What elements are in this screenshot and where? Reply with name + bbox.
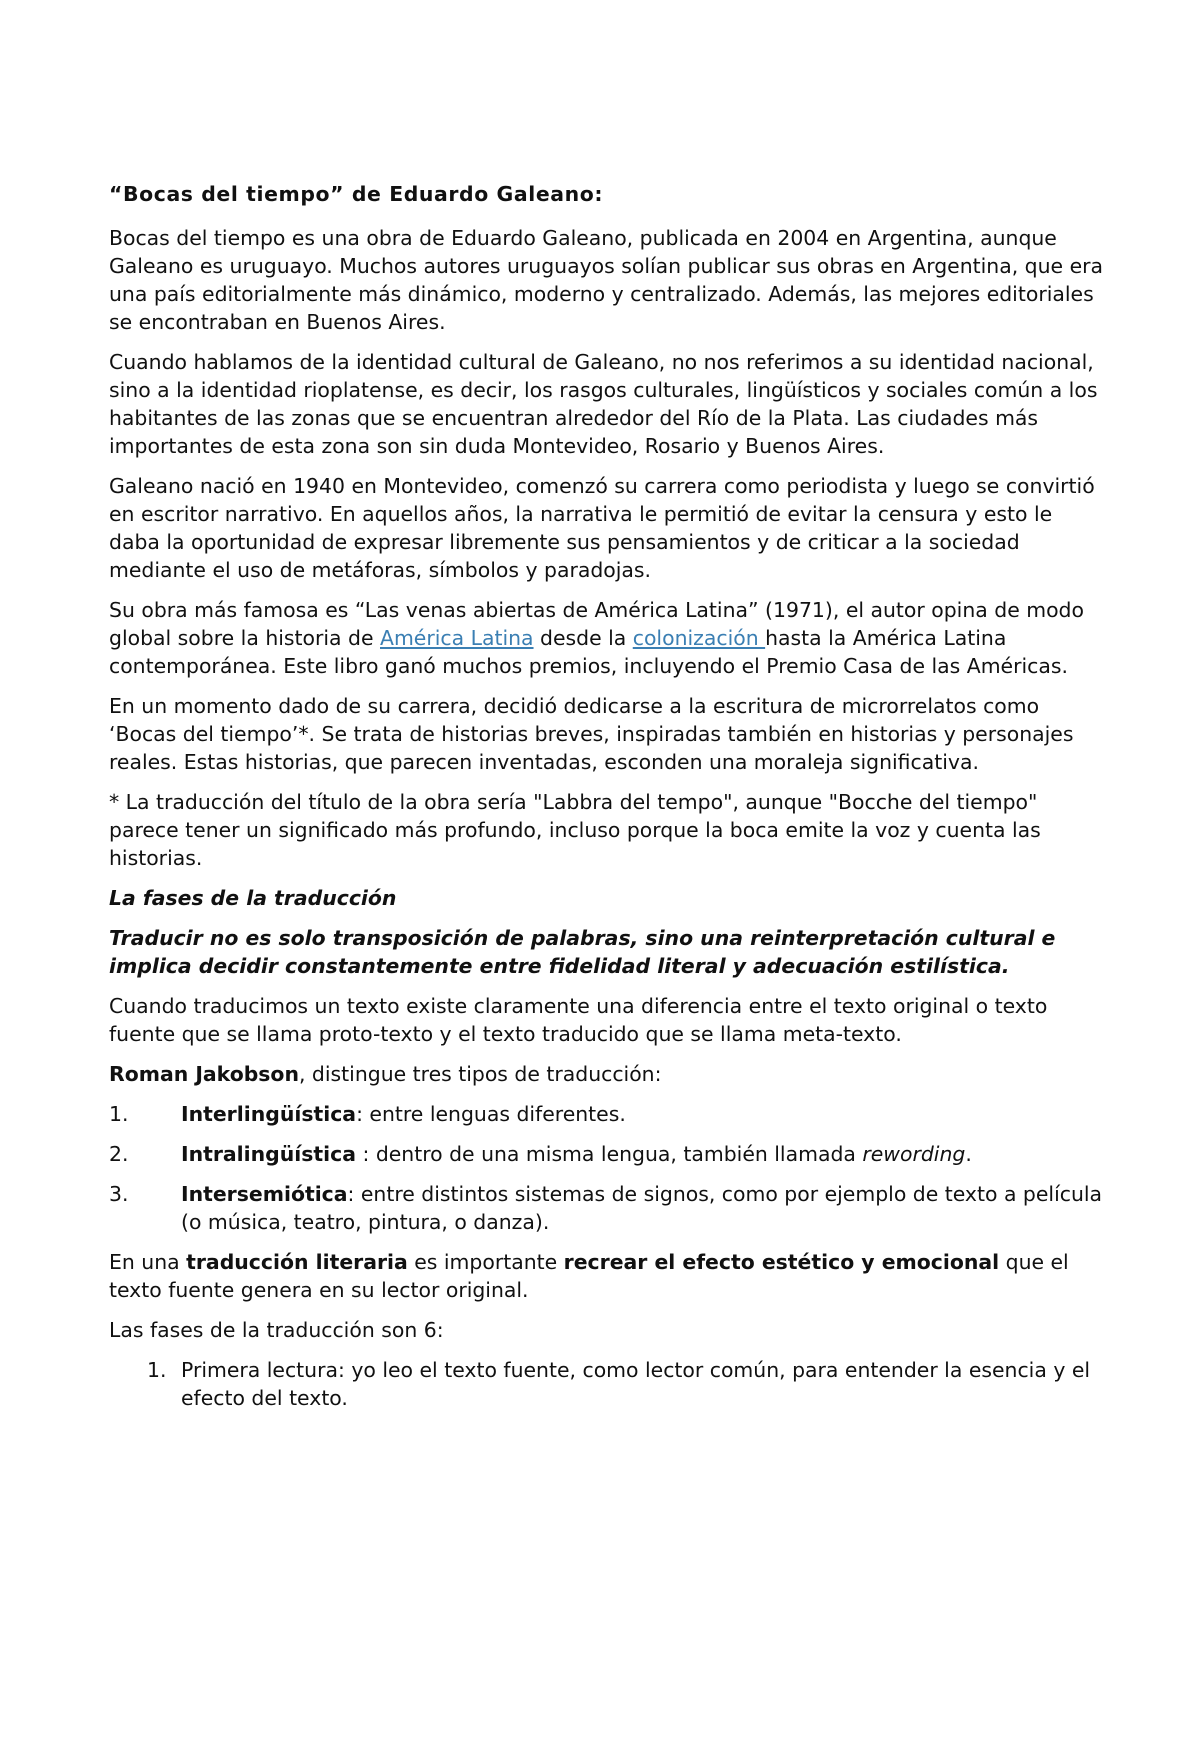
list-text <box>181 1140 1109 1168</box>
phase-item <box>147 1356 1109 1412</box>
type-description: : dentro de una misma lengua, también llamada <box>355 1142 863 1166</box>
famous-work-text-c: hasta la América Latina contemporánea. Este libro ganó muchos premios, incluyendo el Premio Casa de las Américas. <box>109 626 1068 678</box>
list-text <box>181 1100 1109 1128</box>
literary-bold-2: recrear el efecto estético y emocional <box>563 1250 1000 1274</box>
paragraph-famous-work <box>109 596 1109 680</box>
phase-text: Primera lectura: yo leo el texto fuente, como lector común, para entender la esencia y el efecto del texto. <box>181 1358 1091 1410</box>
paragraph-jakobson <box>109 1060 1109 1088</box>
jakobson-text: , distingue tres tipos de traducción: <box>298 1062 662 1086</box>
paragraph-phases-intro: Las fases de la traducción son 6: <box>109 1318 444 1342</box>
quote-statement: Traducir no es solo transposición de palabras, sino una reinterpretación cultural e implica decidir constantemente entre fidelidad literal y adecuación estilística. <box>109 926 1056 978</box>
list-number: 3. <box>109 1182 129 1206</box>
list-number: 1. <box>147 1358 167 1382</box>
translation-types-list <box>109 1100 1109 1236</box>
jakobson-name: Roman Jakobson <box>109 1062 299 1086</box>
link-colonizacion[interactable]: colonización <box>632 626 766 650</box>
type-italic-term: rewording <box>862 1142 966 1166</box>
translation-type-item <box>109 1100 1109 1128</box>
literary-text-a: En una <box>109 1250 187 1274</box>
type-description: : entre distintos sistemas de signos, como por ejemplo de texto a película (o música, teatro, pintura, o danza). <box>181 1182 1103 1234</box>
type-term: Intersemiótica <box>181 1182 348 1206</box>
literary-text-c: que el texto fuente genera en su lector original. <box>109 1250 1069 1302</box>
paragraph-microrrelatos: En un momento dado de su carrera, decidió dedicarse a la escritura de microrrelatos como ‘Bocas del tiempo’*. Se trata de historias breves, inspiradas también en historias y personajes reales. Estas historias, que parecen inventadas, esconden una moraleja significativa. <box>109 694 1074 774</box>
paragraph-biography: Galeano nació en 1940 en Montevideo, comenzó su carrera como periodista y luego se convirtió en escritor narrativo. En aquellos años, la narrativa le permitió de evitar la censura y esto le daba la oportunidad de expresar libremente sus pensamientos y de criticar a la sociedad mediante el uso de metáforas, símbolos y paradojas. <box>109 474 1095 582</box>
type-term: Interlingüística <box>181 1102 357 1126</box>
phases-list <box>109 1356 1109 1412</box>
link-america-latina[interactable]: América Latina <box>380 626 534 650</box>
document-page <box>109 180 1109 1424</box>
famous-work-text-a: Su obra más famosa es “Las venas abiertas de América Latina” (1971), el autor opina de modo global sobre la historia de <box>109 598 1084 650</box>
section-heading: La fases de la traducción <box>109 886 397 910</box>
paragraph-proto-meta-text: Cuando traducimos un texto existe claramente una diferencia entre el texto original o texto fuente que se llama proto-texto y el texto traducido que se llama meta-texto. <box>109 994 1048 1046</box>
paragraph-intro: Bocas del tiempo es una obra de Eduardo Galeano, publicada en 2004 en Argentina, aunque Galeano es uruguayo. Muchos autores uruguayos solían publicar sus obras en Argentina, que era una país editorialmente más dinámico, moderno y centralizado. Además, las mejores editoriales se encontraban en Buenos Aires. <box>109 226 1104 334</box>
type-term: Intralingüística <box>181 1142 356 1166</box>
translation-type-item <box>109 1140 1109 1168</box>
literary-bold-1: traducción literaria <box>186 1250 408 1274</box>
document-title: “Bocas del tiempo” de Eduardo Galeano: <box>109 182 604 206</box>
paragraph-literary-translation <box>109 1248 1109 1304</box>
list-text <box>181 1180 1109 1236</box>
type-tail: . <box>965 1142 972 1166</box>
list-number: 2. <box>109 1142 129 1166</box>
literary-text-b: es importante <box>407 1250 564 1274</box>
paragraph-footnote: * La traducción del título de la obra sería "Labbra del tempo", aunque "Bocche del tiempo" parece tener un significado más profundo, incluso porque la boca emite la voz y cuenta las historias. <box>109 790 1041 870</box>
famous-work-text-b: desde la <box>533 626 633 650</box>
list-number: 1. <box>109 1102 129 1126</box>
type-description: : entre lenguas diferentes. <box>356 1102 626 1126</box>
translation-type-item <box>109 1180 1109 1236</box>
paragraph-identity: Cuando hablamos de la identidad cultural de Galeano, no nos referimos a su identidad nacional, sino a la identidad rioplatense, es decir, los rasgos culturales, lingüísticos y sociales común a los habitantes de las zonas que se encuentran alrededor del Río de la Plata. Las ciudades más importantes de esta zona son sin duda Montevideo, Rosario y Buenos Aires. <box>109 350 1098 458</box>
